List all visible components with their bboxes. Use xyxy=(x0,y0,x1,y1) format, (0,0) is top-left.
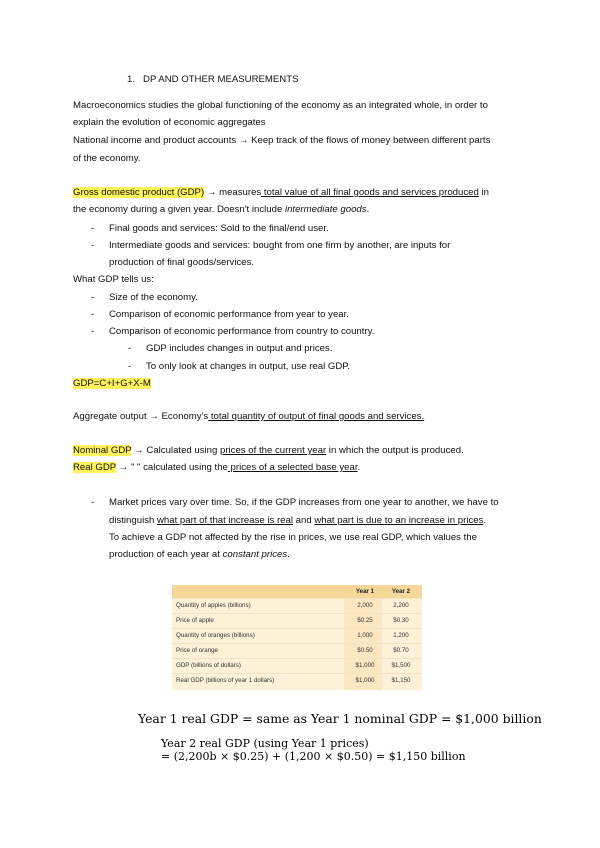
market-l4c: . xyxy=(287,549,290,560)
table-cell: Price of orange xyxy=(176,647,218,654)
real-gdp-term: Real GDP xyxy=(73,462,117,473)
gdp-table xyxy=(172,585,422,690)
table-cell: 2,000 xyxy=(357,602,373,609)
table-cell: 1,200 xyxy=(393,632,409,639)
table-cell: $0.30 xyxy=(393,617,409,624)
real-underlined: prices of a selected base year xyxy=(227,462,358,473)
table-cell: Quantity of apples (billions) xyxy=(176,602,251,609)
gdp-definition-line-2 xyxy=(73,203,369,216)
nominal-gdp-line xyxy=(73,444,464,457)
heading-number: 1. xyxy=(127,74,136,85)
table-cell: 1,000 xyxy=(357,632,373,639)
market-l2c: and xyxy=(292,515,315,526)
dash-bullet: - xyxy=(91,326,95,337)
gdp-line2-c: . xyxy=(366,204,370,215)
real-c: . xyxy=(357,462,361,473)
section-heading xyxy=(127,73,299,86)
aggregate-underlined: total quantity of output of final goods and services. xyxy=(208,411,425,422)
equation-year2-calc: = (2,200b × $0.25) + (1,200 × $0.50) = $1,150 billion xyxy=(161,750,466,763)
market-constant-prices: constant prices xyxy=(222,549,288,560)
dash-bullet: - xyxy=(91,223,95,234)
intro-line-3: National income and product accounts → Keep track of the flows of money between different parts xyxy=(73,135,491,146)
market-real-part: what part of that increase is real xyxy=(157,515,293,526)
tells-title: What GDP tells us: xyxy=(73,274,154,285)
table-cell: Quantity of oranges (billions) xyxy=(176,632,255,639)
tells-sub-item: GDP includes changes in output and prices. xyxy=(146,343,333,354)
market-line-4 xyxy=(109,548,290,561)
equation-year2-label: Year 2 real GDP (using Year 1 prices) xyxy=(161,737,369,750)
real-a: → " " calculated using the xyxy=(116,462,228,473)
real-gdp-line xyxy=(73,461,360,474)
table-row xyxy=(172,613,422,629)
gdp-formula xyxy=(73,377,151,390)
intro-line-2: explain the evolution of economic aggregates xyxy=(73,117,266,128)
table-cell: $1,000 xyxy=(355,662,375,669)
goods-item-final: Final goods and services: Sold to the final/end user. xyxy=(109,223,329,234)
table-cell: GDP (billions of dollars) xyxy=(176,662,241,669)
gdp-arrow-text: → measures xyxy=(204,187,262,198)
gdp-formula-text: GDP=C+I+G+X-M xyxy=(73,378,151,389)
table-cell: Real GDP (billions of year 1 dollars) xyxy=(176,677,275,684)
market-price-part: what part is due to an increase in prices xyxy=(314,515,484,526)
table-cell: $0.25 xyxy=(357,617,373,624)
nominal-gdp-term: Nominal GDP xyxy=(73,445,132,456)
tells-item: Comparison of economic performance from country to country. xyxy=(109,326,375,337)
tells-sub-item: To only look at changes in output, use real GDP. xyxy=(146,361,351,372)
table-cell: $0.70 xyxy=(393,647,409,654)
dash-bullet: - xyxy=(91,240,95,251)
table-header-year1: Year 1 xyxy=(355,588,375,595)
gdp-term: Gross domestic product (GDP) xyxy=(73,187,205,198)
dash-bullet: - xyxy=(91,497,95,508)
goods-item-intermediate-cont: production of final goods/services. xyxy=(109,257,255,268)
nominal-underlined: prices of the current year xyxy=(220,445,327,456)
tells-item: Size of the economy. xyxy=(109,292,198,303)
market-line-2 xyxy=(109,514,486,527)
equation-year1: Year 1 real GDP = same as Year 1 nominal GDP = $1,000 billion xyxy=(138,711,542,726)
table-header-year2: Year 2 xyxy=(391,588,411,595)
gdp-definition-line-1 xyxy=(73,186,489,199)
gdp-rest: in xyxy=(478,187,489,198)
market-l2a: distinguish xyxy=(109,515,157,526)
table-cell: $1,150 xyxy=(391,677,411,684)
gdp-underlined: total value of all final goods and services produced xyxy=(261,187,479,198)
intro-line-1: Macroeconomics studies the global functioning of the economy as an integrated whole, in order to xyxy=(73,100,488,111)
market-line-3: To achieve a GDP not affected by the rise in prices, we use real GDP, which values the xyxy=(109,532,477,543)
aggregate-label: Aggregate output → Economy's xyxy=(73,411,209,422)
table-cell: $1,000 xyxy=(355,677,375,684)
aggregate-output-line xyxy=(73,410,424,423)
nominal-c: in which the output is produced. xyxy=(326,445,464,456)
table-cell: Price of apple xyxy=(176,617,214,624)
dash-bullet: - xyxy=(128,343,132,354)
table-row xyxy=(172,658,422,674)
table-cell: 2,200 xyxy=(393,602,409,609)
market-l2e: . xyxy=(483,515,487,526)
gdp-intermediate-goods: intermediate goods xyxy=(284,204,367,215)
table-row xyxy=(172,673,422,689)
table-row xyxy=(172,598,422,614)
market-line-1: Market prices vary over time. So, if the GDP increases from one year to another, we have to xyxy=(109,497,499,508)
dash-bullet: - xyxy=(91,292,95,303)
dash-bullet: - xyxy=(128,361,132,372)
intro-line-4: of the economy. xyxy=(73,153,141,164)
dash-bullet: - xyxy=(91,309,95,320)
table-row xyxy=(172,628,422,644)
table-row xyxy=(172,643,422,659)
table-cell: $1,500 xyxy=(391,662,411,669)
gdp-line2-a: the economy during a given year. Doesn't include xyxy=(73,204,285,215)
nominal-a: → Calculated using xyxy=(131,445,221,456)
table-cell: $0.50 xyxy=(357,647,373,654)
market-l4a: production of each year at xyxy=(109,549,223,560)
goods-item-intermediate: Intermediate goods and services: bought from one firm by another, are inputs for xyxy=(109,240,451,251)
table-header xyxy=(172,585,422,598)
heading-title: DP AND OTHER MEASUREMENTS xyxy=(143,74,299,85)
tells-item: Comparison of economic performance from year to year. xyxy=(109,309,349,320)
